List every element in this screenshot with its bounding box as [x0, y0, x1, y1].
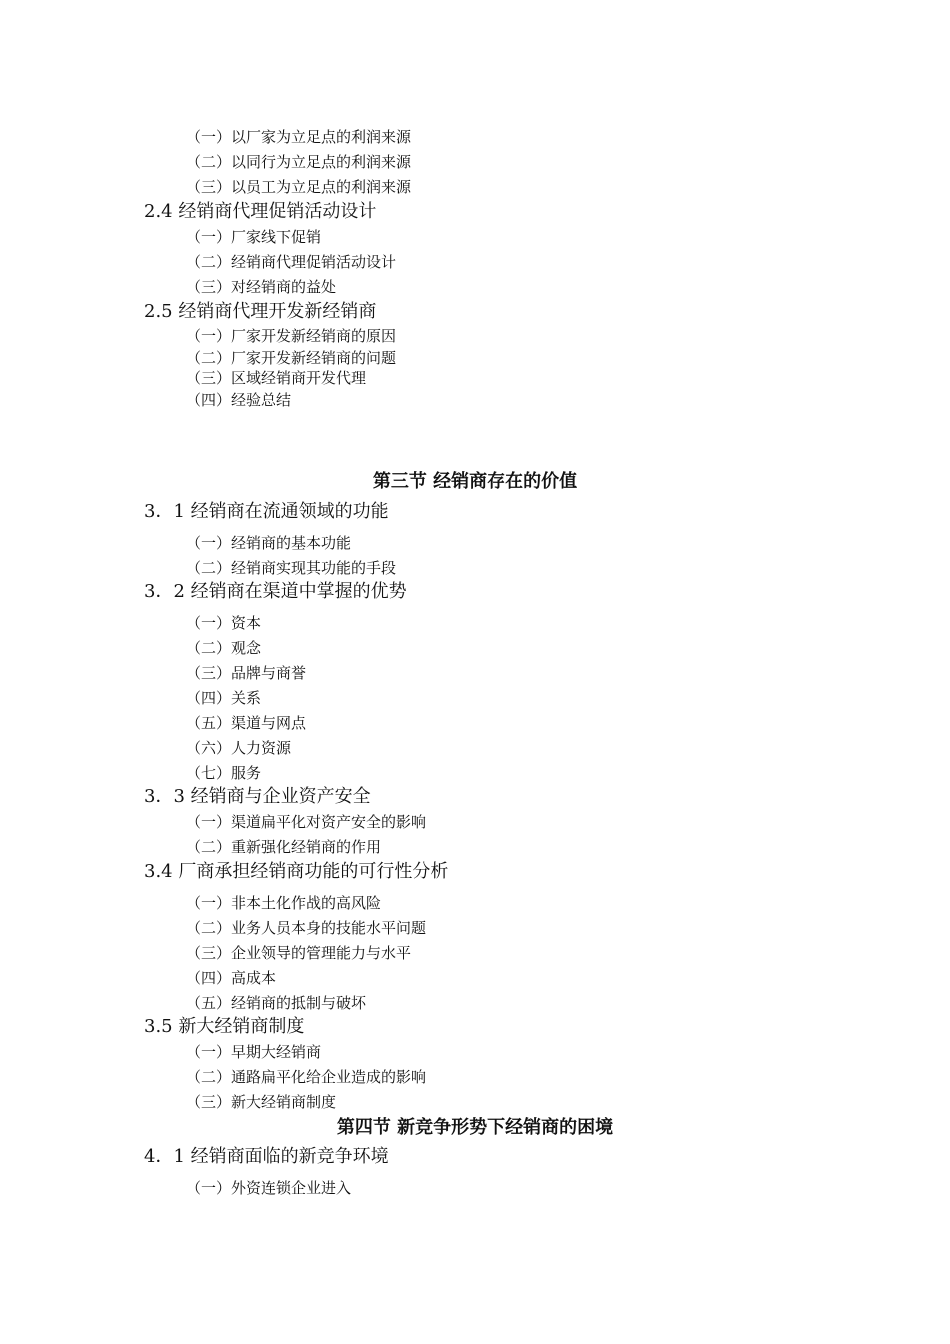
outline-subitem: （一）渠道扁平化对资产安全的影响 — [186, 813, 427, 831]
outline-subitem: （二）观念 — [186, 639, 262, 657]
outline-subitem: （三）以员工为立足点的利润来源 — [186, 178, 412, 196]
outline-subitem: （三）新大经销商制度 — [186, 1093, 337, 1111]
outline-subitem: （四）经验总结 — [186, 391, 292, 409]
outline-subitem: （五）渠道与网点 — [186, 714, 307, 732]
outline-subitem: （一）早期大经销商 — [186, 1043, 322, 1061]
chapter-heading: 第三节 经销商存在的价值 — [372, 471, 578, 492]
outline-subitem: （一）厂家开发新经销商的原因 — [186, 327, 397, 345]
outline-subitem: （二）通路扁平化给企业造成的影响 — [186, 1068, 427, 1086]
outline-subitem: （一）经销商的基本功能 — [186, 534, 352, 552]
outline-subitem: （二）业务人员本身的技能水平问题 — [186, 919, 427, 937]
outline-subitem: （五）经销商的抵制与破坏 — [186, 994, 367, 1012]
outline-subitem: （二）经销商代理促销活动设计 — [186, 253, 397, 271]
outline-subitem: （四）关系 — [186, 689, 262, 707]
outline-subitem: （一）厂家线下促销 — [186, 228, 322, 246]
outline-section: 4．1 经销商面临的新竞争环境 — [144, 1146, 389, 1167]
outline-subitem: （一）非本土化作战的高风险 — [186, 894, 382, 912]
outline-subitem: （四）高成本 — [186, 969, 277, 987]
outline-section: 2.5 经销商代理开发新经销商 — [144, 301, 377, 322]
outline-subitem: （三）区域经销商开发代理 — [186, 369, 367, 387]
outline-section: 2.4 经销商代理促销活动设计 — [144, 201, 377, 222]
outline-subitem: （三）对经销商的益处 — [186, 278, 337, 296]
outline-subitem: （三）企业领导的管理能力与水平 — [186, 944, 412, 962]
outline-subitem: （二）以同行为立足点的利润来源 — [186, 153, 412, 171]
outline-subitem: （一）以厂家为立足点的利润来源 — [186, 128, 412, 146]
outline-subitem: （一）资本 — [186, 614, 262, 632]
outline-subitem: （六）人力资源 — [186, 739, 292, 757]
outline-subitem: （一）外资连锁企业进入 — [186, 1179, 352, 1197]
outline-section: 3.5 新大经销商制度 — [144, 1016, 305, 1037]
outline-section: 3．3 经销商与企业资产安全 — [144, 786, 371, 807]
outline-subitem: （二）重新强化经销商的作用 — [186, 838, 382, 856]
outline-section: 3.4 厂商承担经销商功能的可行性分析 — [144, 861, 449, 882]
chapter-heading: 第四节 新竞争形势下经销商的困境 — [336, 1117, 614, 1138]
outline-subitem: （二）经销商实现其功能的手段 — [186, 559, 397, 577]
outline-subitem: （二）厂家开发新经销商的问题 — [186, 349, 397, 367]
outline-section: 3．1 经销商在流通领域的功能 — [144, 501, 389, 522]
outline-section: 3．2 经销商在渠道中掌握的优势 — [144, 581, 407, 602]
outline-subitem: （三）品牌与商誉 — [186, 664, 307, 682]
outline-subitem: （七）服务 — [186, 764, 262, 782]
